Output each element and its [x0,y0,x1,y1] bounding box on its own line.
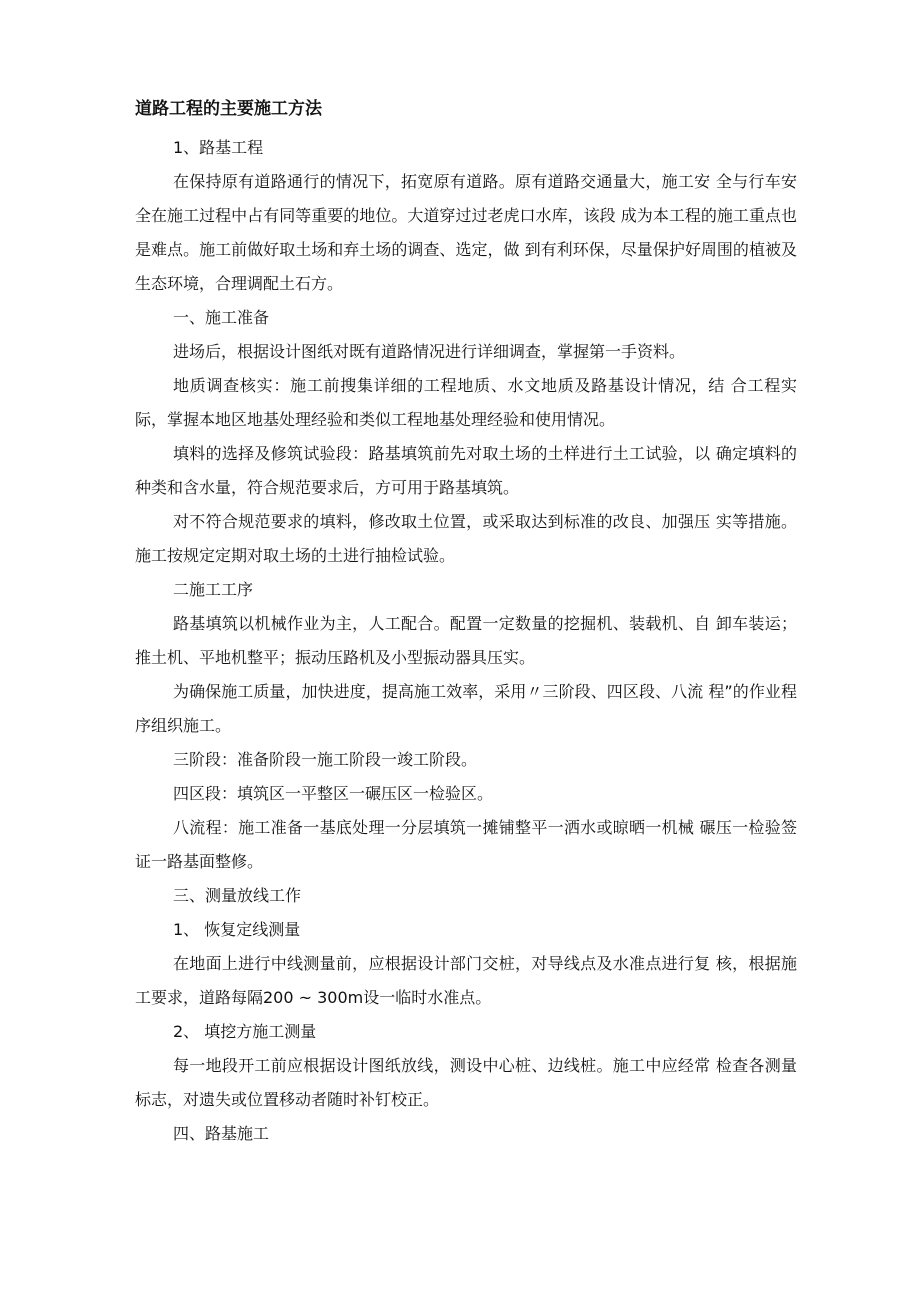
paragraph: 进场后，根据设计图纸对既有道路情况进行详细调查，掌握第一手资料。 [173,342,686,361]
section-heading: 一、施工准备 [173,308,270,327]
subsection-heading: 1、 恢复定线测量 [173,920,301,939]
paragraph: 在保持原有道路通行的情况下，拓宽原有道路。原有道路交通量大，施工安 全与行车安全在施工过程中占有同等重要的地位。大道穿过过老虎口水库，该段 成为本工程的施工重点也是难点。施工前做好取土场和弃土场的调查、选定，做 到有利环保，尽量保护好周围的植被及生态环境，合理调配土石方。 [135,172,797,293]
paragraph: 在地面上进行中线测量前，应根据设计部门交桩，对导线点及水准点进行复 核，根据施工要求，道路每隔200 ~ 300m设一临时水准点。 [135,954,797,1007]
paragraph: 为确保施工质量，加快进度，提高施工效率，采用〃三阶段、四区段、八流 程”的作业程序组织施工。 [135,682,797,735]
paragraph: 四区段：填筑区一平整区一碾压区一检验区。 [173,784,494,803]
document-body [135,131,797,1151]
document-title: 道路工程的主要施工方法 [135,99,322,119]
paragraph: 填料的选择及修筑试验段：路基填筑前先对取土场的土样进行土工试验，以 确定填料的种类和含水量，符合规范要求后，方可用于路基填筑。 [135,444,797,497]
section-heading: 二施工工序 [173,580,254,599]
paragraph: 八流程：施工准备一基底处理一分层填筑一摊铺整平一洒水或晾晒一机械 碾压一检验签证一路基面整修。 [135,818,797,871]
paragraph: 对不符合规范要求的填料，修改取土位置，或采取达到标准的改良、加强压 实等措施。施工按规定定期对取土场的土进行抽检试验。 [135,512,797,565]
section-heading: 1、路基工程 [173,138,264,157]
section-heading: 三、测量放线工作 [173,886,302,905]
section-heading: 四、路基施工 [173,1124,270,1143]
paragraph: 三阶段：准备阶段一施工阶段一竣工阶段。 [173,750,478,769]
paragraph: 地质调查核实：施工前搜集详细的工程地质、水文地质及路基设计情况，结 合工程实际，掌握本地区地基处理经验和类似工程地基处理经验和使用情况。 [135,376,797,429]
paragraph: 路基填筑以机械作业为主，人工配合。配置一定数量的挖掘机、装载机、自 卸车装运；推土机、平地机整平；振动压路机及小型振动器具压实。 [135,614,797,667]
subsection-heading: 2、 填挖方施工测量 [173,1022,317,1041]
paragraph: 每一地段开工前应根据设计图纸放线，测设中心桩、边线桩。施工中应经常 检查各测量标志，对遗失或位置移动者随时补钉校正。 [135,1056,797,1109]
